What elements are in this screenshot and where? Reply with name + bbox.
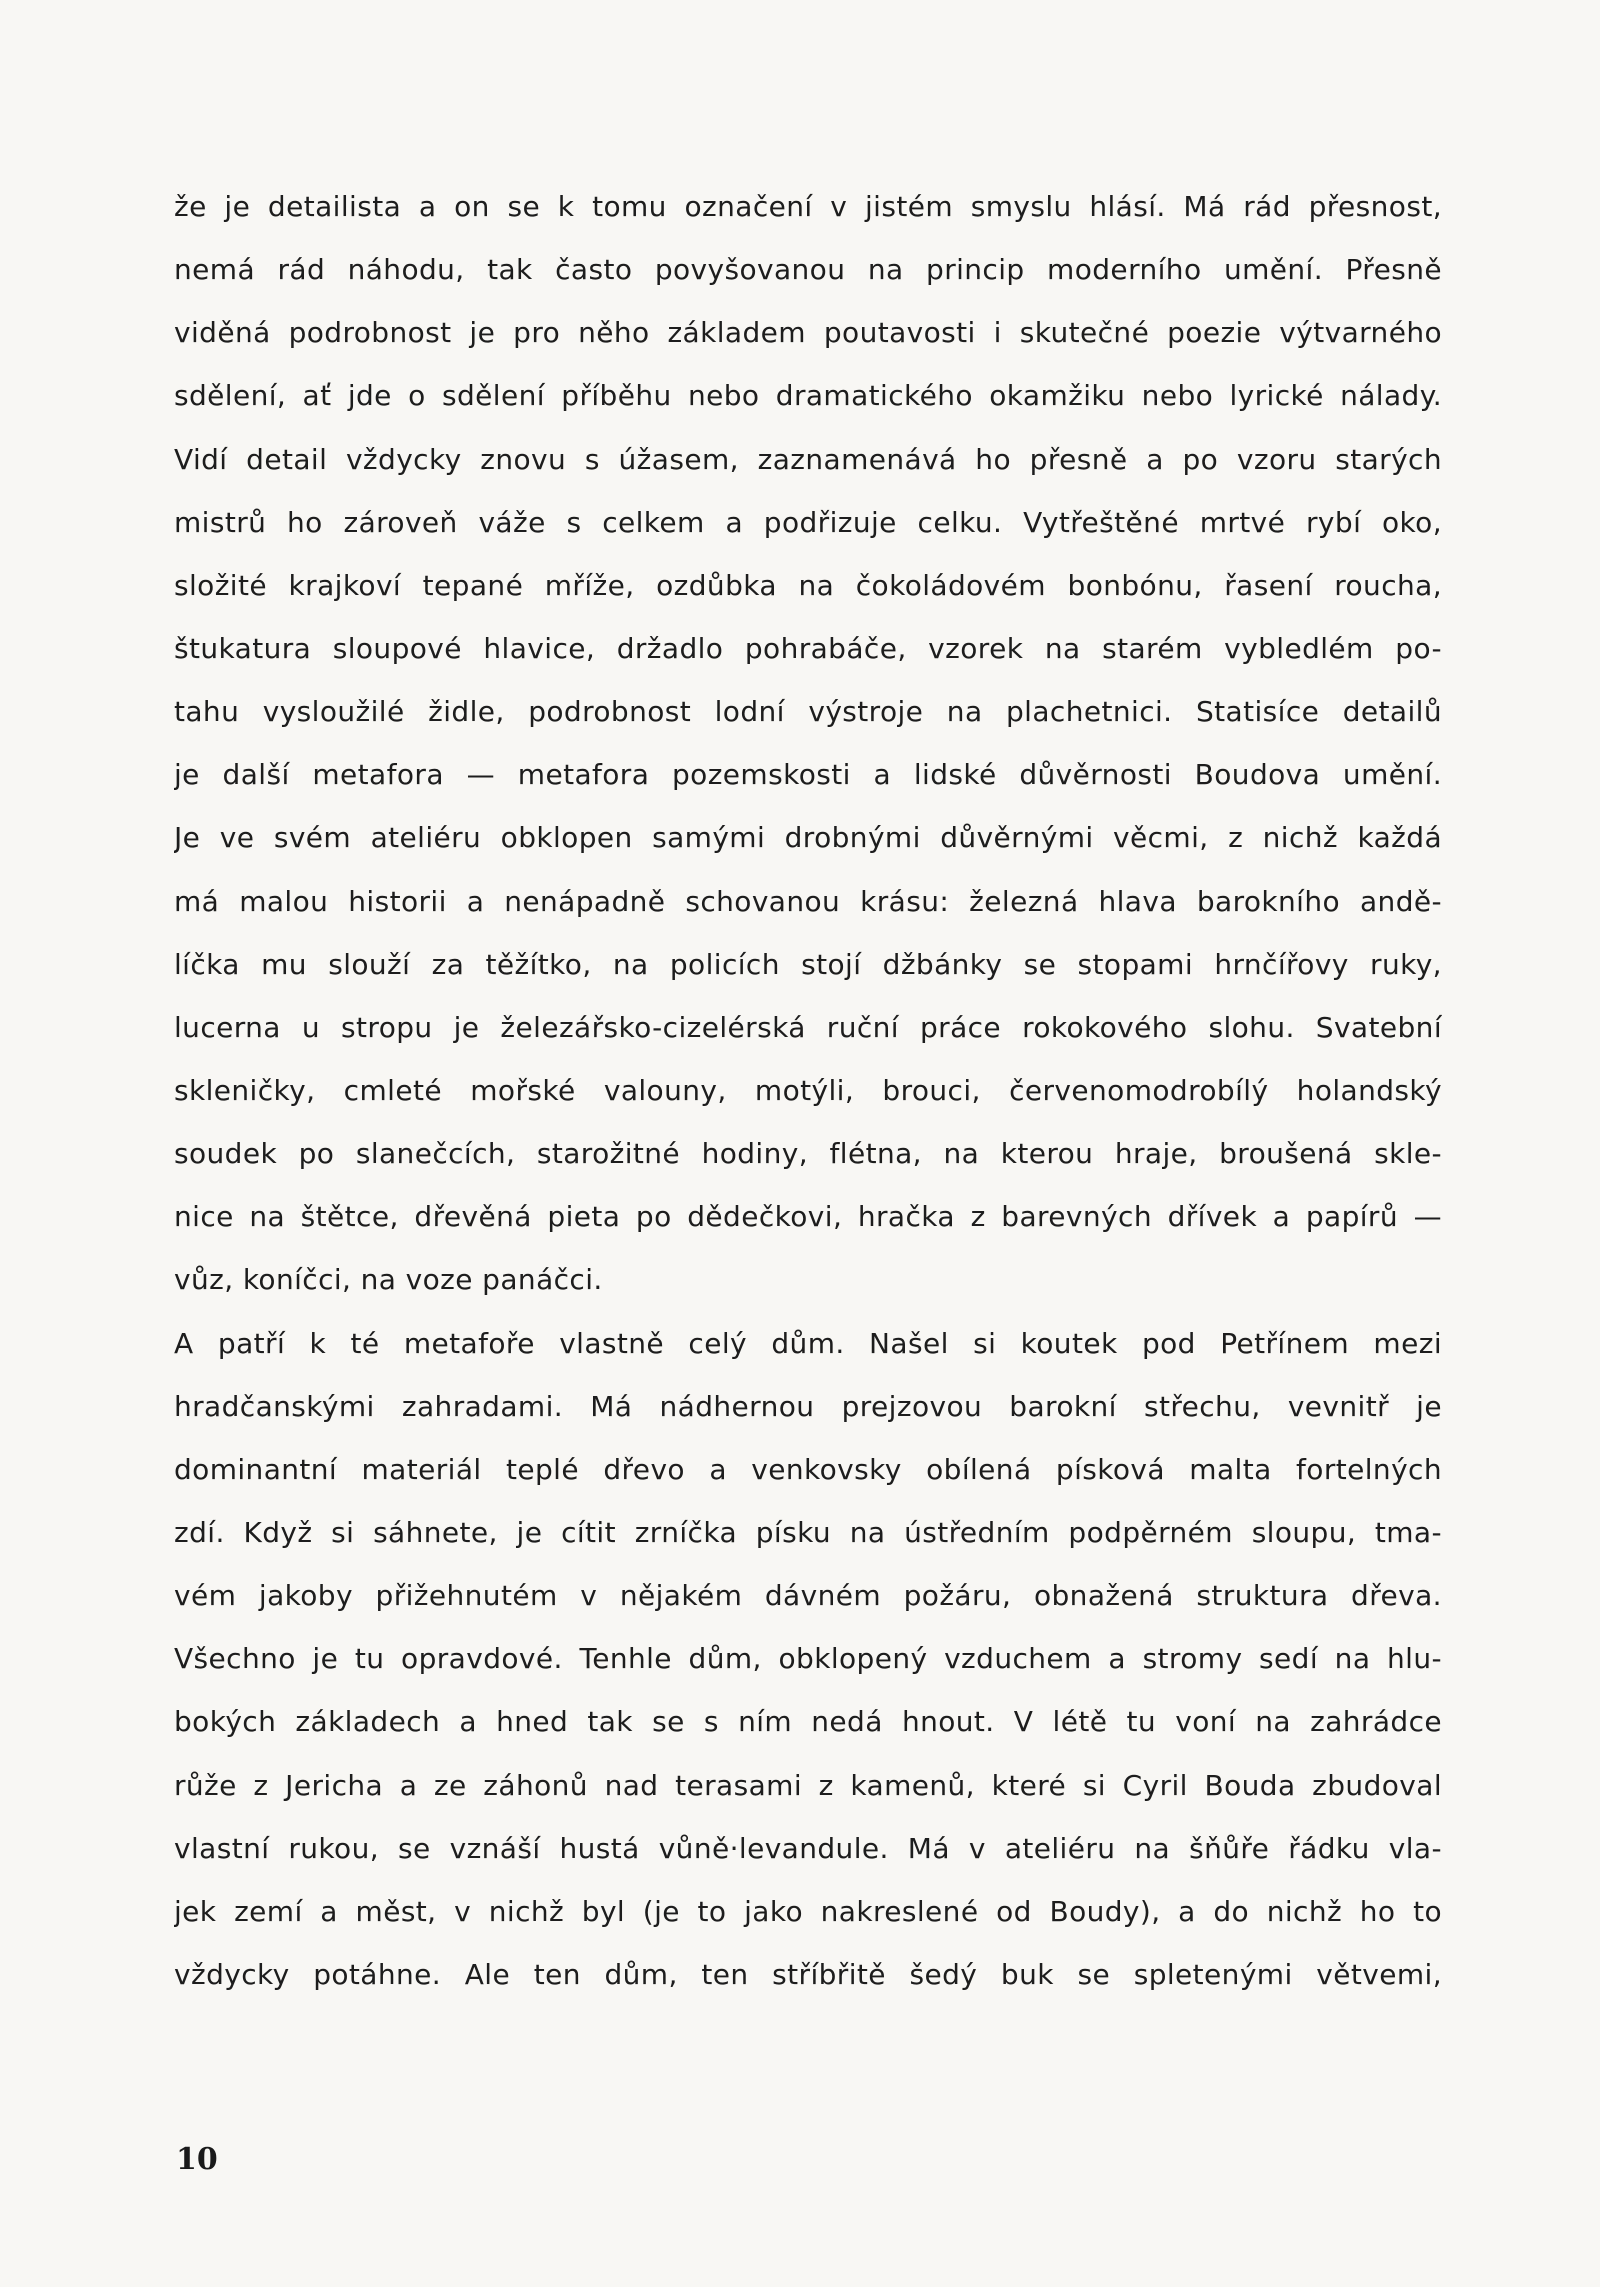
text-line: líčka mu slouží za těžítko, na policích stojí džbánky se stopami hrnčířovy ruky, xyxy=(174,947,1442,981)
text-line: štukatura sloupové hlavice, držadlo pohrabáče, vzorek na starém vybledlém po- xyxy=(174,631,1442,665)
text-line: vlastní rukou, se vznáší hustá vůně·levandule. Má v ateliéru na šňůře řádku vla- xyxy=(174,1831,1442,1865)
text-line: jek zemí a měst, v nichž byl (je to jako nakreslené od Boudy), a do nichž ho to xyxy=(174,1894,1442,1928)
text-line: nice na štětce, dřevěná pieta po dědečkovi, hračka z barevných dřívek a papírů — xyxy=(174,1200,1442,1234)
text-line: bokých základech a hned tak se s ním nedá hnout. V létě tu voní na zahrádce xyxy=(174,1705,1442,1739)
text-line: růže z Jericha a ze záhonů nad terasami z kamenů, které si Cyril Bouda zbudoval xyxy=(174,1768,1442,1802)
text-line: zdí. Když si sáhnete, je cítit zrníčka písku na ústředním podpěrném sloupu, tma- xyxy=(174,1515,1442,1549)
text-line: viděná podrobnost je pro něho základem poutavosti i skutečné poezie výtvarného xyxy=(174,316,1442,350)
text-line: mistrů ho zároveň váže s celkem a podřizuje celku. Vytřeštěné mrtvé rybí oko, xyxy=(174,505,1442,539)
text-line: vém jakoby přižehnutém v nějakém dávném požáru, obnažená struktura dřeva. xyxy=(174,1579,1442,1613)
text-line: sdělení, ať jde o sdělení příběhu nebo dramatického okamžiku nebo lyrické nálady. xyxy=(174,379,1442,413)
text-line: dominantní materiál teplé dřevo a venkovsky obílená písková malta fortelných xyxy=(174,1452,1442,1486)
text-line: tahu vysloužilé židle, podrobnost lodní výstroje na plachetnici. Statisíce detailů xyxy=(174,695,1442,729)
text-line: vůz, koníčci, na voze panáčci. xyxy=(174,1263,603,1297)
text-line: Je ve svém ateliéru obklopen samými drobnými důvěrnými věcmi, z nichž každá xyxy=(174,821,1442,855)
text-line: Všechno je tu opravdové. Tenhle dům, obklopený vzduchem a stromy sedí na hlu- xyxy=(174,1642,1442,1676)
text-line: je další metafora — metafora pozemskosti a lidské důvěrnosti Boudova umění. xyxy=(174,758,1442,792)
text-line: hradčanskými zahradami. Má nádhernou prejzovou barokní střechu, vevnitř je xyxy=(174,1389,1442,1423)
text-line: že je detailista a on se k tomu označení v jistém smyslu hlásí. Má rád přesnost, xyxy=(174,190,1442,223)
text-line: má malou historii a nenápadně schovanou krásu: železná hlava barokního andě- xyxy=(174,884,1442,918)
text-line: A patří k té metafoře vlastně celý dům. Našel si koutek pod Petřínem mezi xyxy=(174,1326,1442,1360)
text-line: skleničky, cmleté mořské valouny, motýli, brouci, červenomodrobílý holandský xyxy=(174,1073,1442,1107)
text-line: soudek po slanečcích, starožitné hodiny, flétna, na kterou hraje, broušená skle- xyxy=(174,1137,1442,1171)
text-line: vždycky potáhne. Ale ten dům, ten stříbřitě šedý buk se spletenými větvemi, xyxy=(174,1957,1442,1991)
body-text xyxy=(174,186,1442,2017)
text-line: lucerna u stropu je železářsko-cizelérská ruční práce rokokového slohu. Svatební xyxy=(174,1010,1442,1044)
page-number: 10 xyxy=(176,2142,218,2177)
text-line: nemá rád náhodu, tak často povyšovanou na princip moderního umění. Přesně xyxy=(174,253,1442,287)
text-line: složité krajkoví tepané mříže, ozdůbka na čokoládovém bonbónu, řasení roucha, xyxy=(174,568,1442,602)
text-line: Vidí detail vždycky znovu s úžasem, zaznamenává ho přesně a po vzoru starých xyxy=(174,442,1442,476)
